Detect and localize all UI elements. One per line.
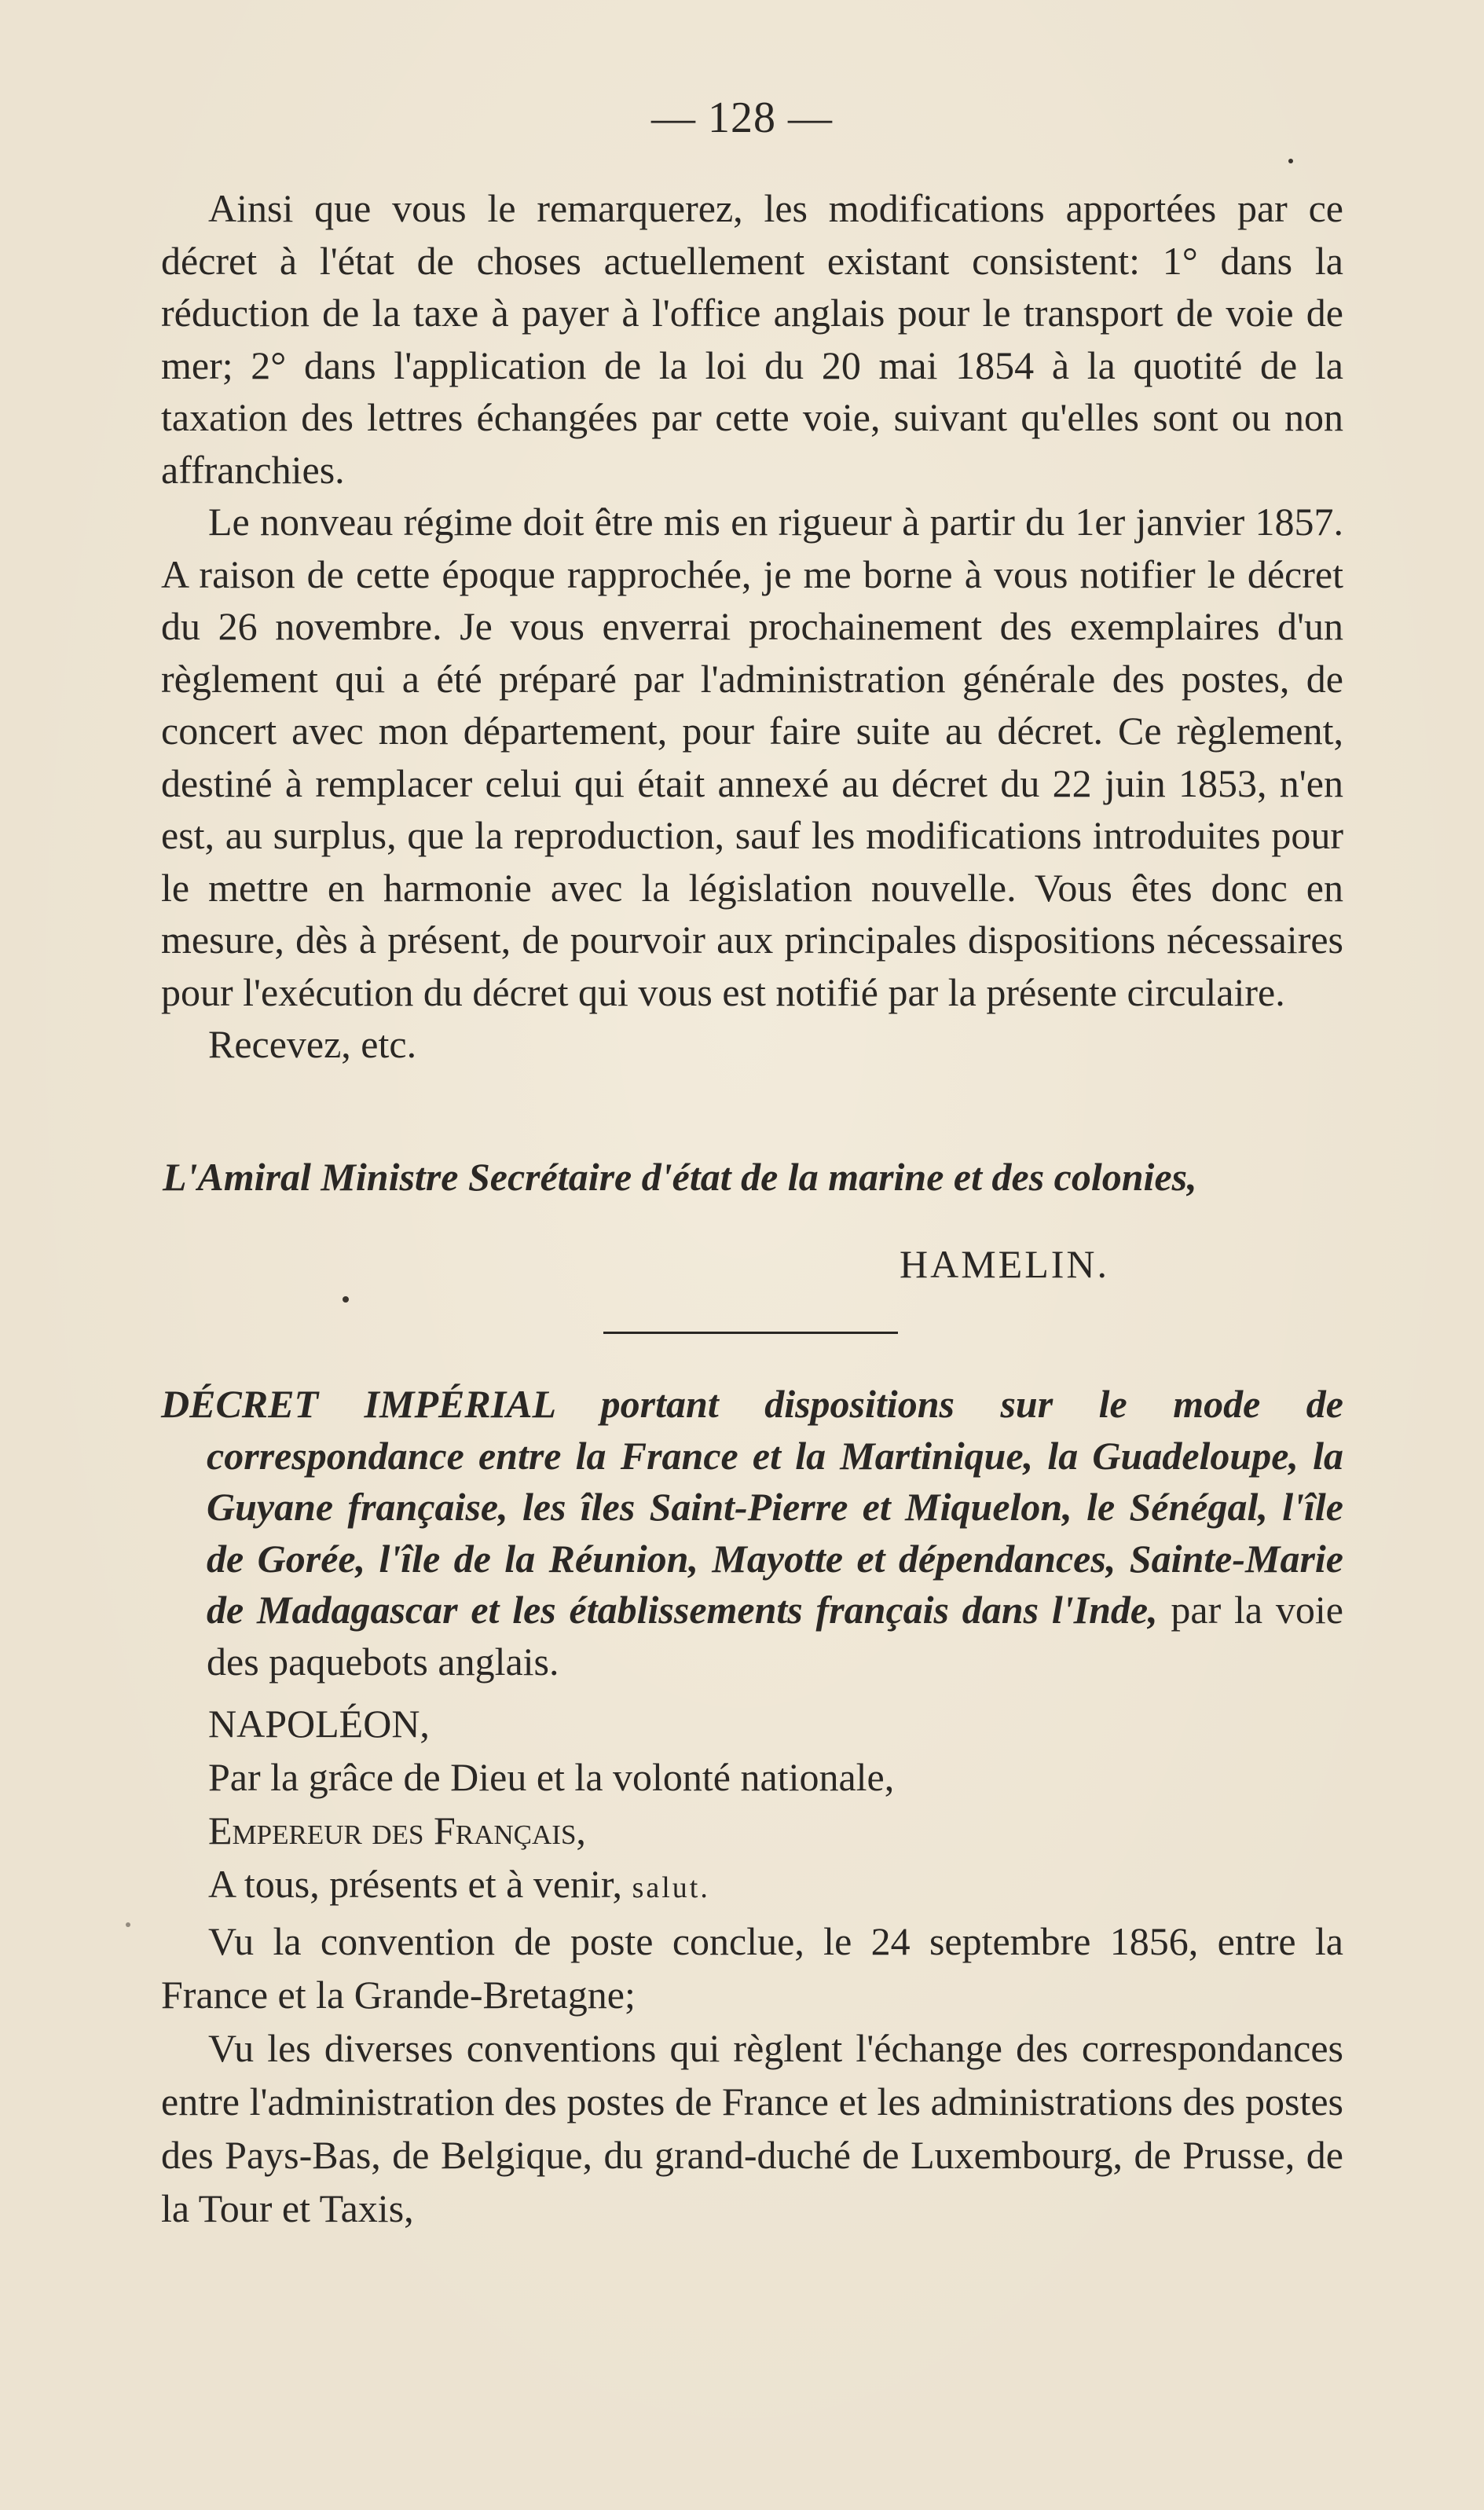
greeting-text: A tous, présents et à venir, bbox=[208, 1862, 623, 1906]
decree-title-italic: portant dispositions sur le mode de correspondance entre la France et la Martinique, la Guadeloupe, la Guyane française, les îles Saint-Pierre et Miquelon, le Sénégal, l'île de Gorée, l'île de la Réunion, Mayotte et dépendances, Sainte-Marie de Madagascar et les établissements français dans l'Inde, bbox=[207, 1382, 1343, 1632]
page-number: — 128 — bbox=[651, 93, 833, 142]
consideration-conventions: Vu les diverses conventions qui règlent l'échange des correspondances entre l'administration des postes de France et les administrations des postes des Pays-Bas, de Belgique, du grand-duché de Luxembourg, de Prusse, de la Tour et Taxis, bbox=[161, 2026, 1343, 2230]
decree-title bbox=[161, 1379, 1343, 1687]
greeting-line bbox=[161, 1857, 1343, 1915]
circular-text bbox=[161, 182, 1343, 1071]
grace-line: Par la grâce de Dieu et la volonté nationale, bbox=[208, 1755, 895, 1799]
paragraph-modifications: Ainsi que vous le remarquerez, les modifications apportées par ce décret à l'état de choses actuellement existant consistent: 1° dans la réduction de la taxe à payer à l'office anglais pour le transport de voie de mer; 2° dans l'application de la loi du 20 mai 1854 à la quotité de la taxation des lettres échangées par cette voie, suivant qu'elles sont ou non affranchies. bbox=[161, 186, 1343, 492]
ink-speck bbox=[343, 1296, 349, 1303]
sovereign-name: NAPOLÉON, bbox=[208, 1702, 430, 1746]
signature-title: L'Amiral Ministre Secrétaire d'état de la marine et des colonies, bbox=[163, 1155, 1197, 1199]
salut-word: salut. bbox=[632, 1871, 710, 1904]
consideration-convention: Vu la convention de poste conclue, le 24 septembre 1856, entre la France et la Grande-Bretagne; bbox=[161, 1919, 1343, 2017]
signature-name: HAMELIN. bbox=[900, 1242, 1110, 1286]
ink-speck bbox=[126, 1922, 130, 1927]
section-divider bbox=[603, 1332, 898, 1334]
emperor-line: Empereur des Français, bbox=[208, 1808, 586, 1852]
paragraph-closing: Recevez, etc. bbox=[208, 1022, 417, 1066]
decree-body bbox=[161, 1697, 1343, 2235]
paragraph-new-regime: Le nonveau régime doit être mis en rigueur à partir du 1er janvier 1857. A raison de cette époque rapprochée, je me borne à vous notifier le décret du 26 novembre. Je vous enverrai prochainement des exemplaires d'un règlement qui a été préparé par l'administration générale des postes, de concert avec mon département, pour faire suite au décret. Ce règlement, destiné à remplacer celui qui était annexé au décret du 22 juin 1853, n'en est, au surplus, que la reproduction, sauf les modifications introduites pour le mettre en harmonie avec la législation nouvelle. Vous êtes donc en mesure, dès à présent, de pourvoir aux principales dispositions nécessaires pour l'exécution du décret qui vous est notifié par la présente circulaire. bbox=[161, 500, 1343, 1014]
decree-title-head: DÉCRET IMPÉRIAL bbox=[161, 1382, 555, 1426]
decree-heading bbox=[161, 1379, 1343, 1687]
ink-speck bbox=[1288, 159, 1293, 163]
decree-title-roman: par la voie des paquebots anglais. bbox=[207, 1588, 1343, 1684]
